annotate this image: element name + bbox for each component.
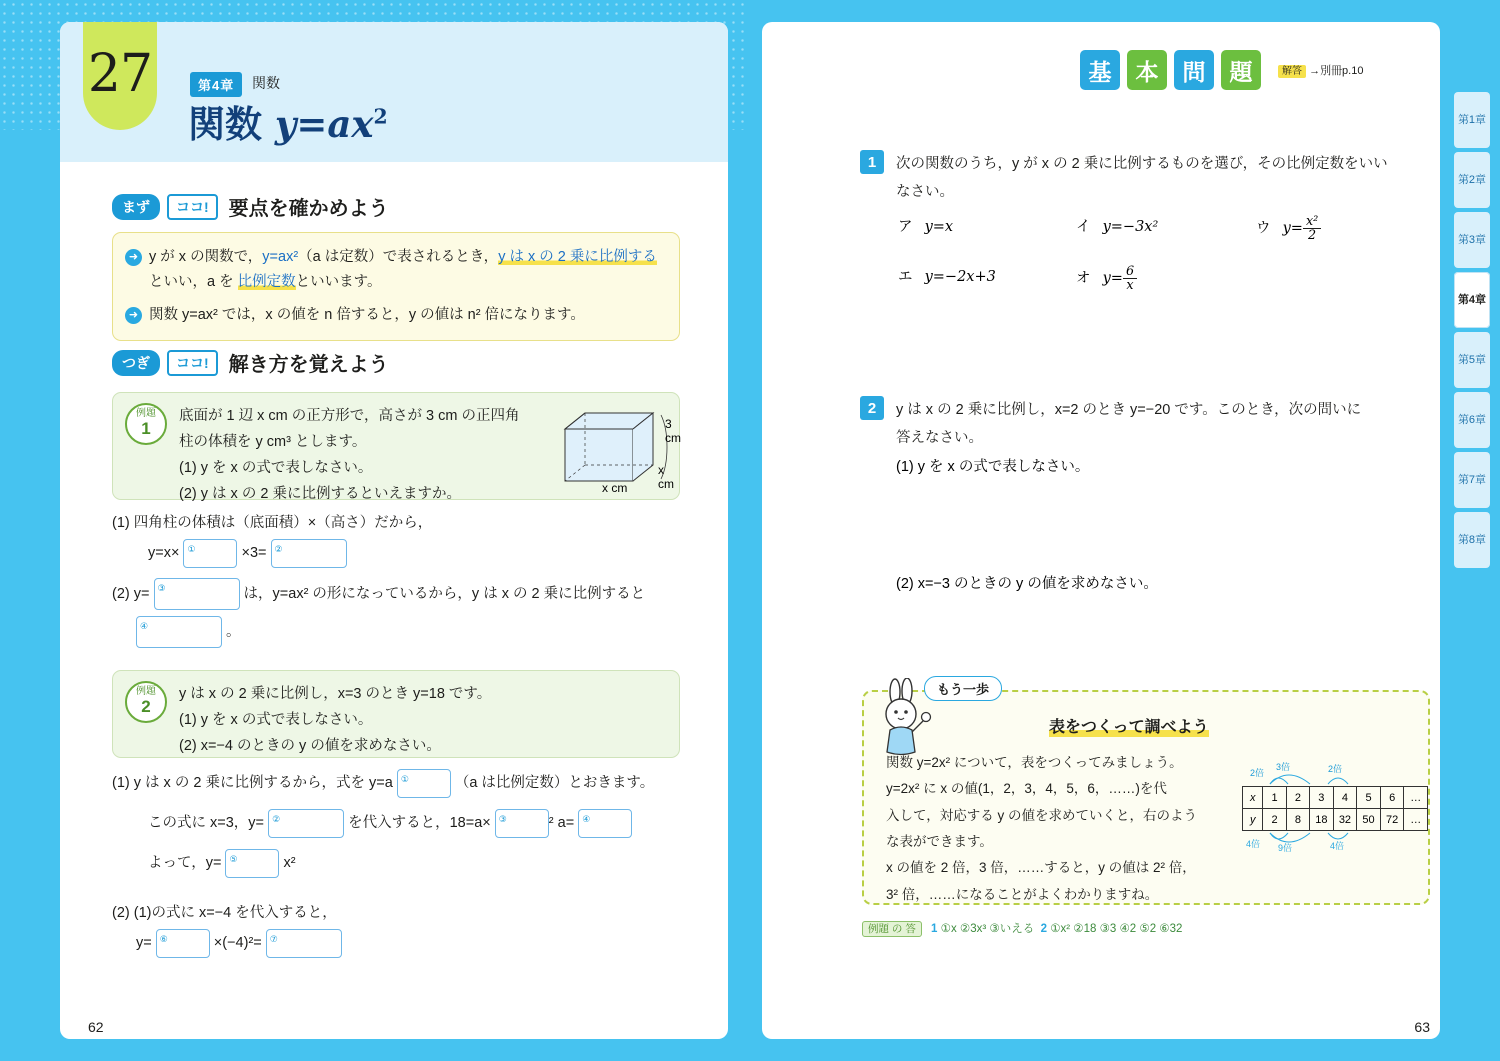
choice-d xyxy=(898,265,1076,293)
left-page-number: 62 xyxy=(88,1019,104,1035)
cell-x-7: … xyxy=(1404,787,1428,809)
chapter-tab-1-label: 第1章 xyxy=(1457,113,1487,126)
cell-y-7: … xyxy=(1404,809,1428,831)
table-row xyxy=(1243,809,1428,831)
ann-top-mid: 3倍 xyxy=(1276,762,1291,772)
choice-b xyxy=(1076,215,1256,243)
choice-d-mark: エ xyxy=(898,268,913,285)
answer-blank-4[interactable] xyxy=(136,616,222,648)
example-2-number: 2 xyxy=(141,696,151,716)
blank-mark: ⑥ xyxy=(159,933,168,944)
blank-mark: ① xyxy=(187,543,196,554)
blank-mark: ⑤ xyxy=(229,853,238,864)
kp1g: といいます。 xyxy=(295,274,382,291)
arrow-icon: ➜ xyxy=(125,249,142,266)
work2-l2-pre: この式に x=3，y= xyxy=(148,815,265,831)
cell-y-1: 2 xyxy=(1263,809,1286,831)
answers-set1-number: 1 xyxy=(931,923,938,935)
section1-pill2: ココ! xyxy=(167,194,218,220)
work2-l1-pre: (1) y は x の 2 乗に比例するから，式を y=a xyxy=(112,775,393,791)
work2-l3-pre: よって，y= xyxy=(148,855,222,871)
work1-l3-pre: (2) y= xyxy=(112,585,150,602)
work1-line1: (1) 四角柱の体積は（底面積）×（高さ）だから， xyxy=(112,515,433,531)
page-title-formula: y=ax xyxy=(274,102,374,146)
example-2-q1: (1) y を x の式で表しなさい。 xyxy=(179,712,373,729)
choice-e-mark: オ xyxy=(1076,270,1091,287)
work2-l5-mid: ×(−4)²= xyxy=(213,935,262,951)
chapter-badge: 第4章 xyxy=(190,72,242,97)
example-1-badge xyxy=(125,403,167,445)
choice-e-fraction xyxy=(1123,265,1137,293)
cell-x-4: 4 xyxy=(1333,787,1357,809)
answer-blank-6[interactable] xyxy=(268,809,344,838)
cell-y-3: 18 xyxy=(1310,809,1334,831)
mou-table-wrap xyxy=(1242,762,1428,855)
choice-e-pre: y= xyxy=(1102,270,1123,287)
answers-set1: ①x ②3x³ ③いえる xyxy=(940,923,1035,935)
work2-line4: (2) (1)の式に x=−4 を代入すると， xyxy=(112,905,337,921)
kihon-answer-ref xyxy=(1278,62,1363,78)
chapter-tab-list xyxy=(1454,92,1490,572)
cell-x-2: 2 xyxy=(1286,787,1309,809)
unit-number-tab xyxy=(83,22,157,130)
section2-title: 解き方を覚えよう xyxy=(228,354,389,376)
choice-a-mark: ア xyxy=(898,219,913,235)
example-2-q2: (2) x=−4 のときの y の値を求めなさい。 xyxy=(179,738,441,755)
question-1-line2: なさい。 xyxy=(896,184,954,201)
section2-pill2: ココ! xyxy=(167,350,218,376)
example-1-q2: (2) y は x の 2 乗に比例するといえますか。 xyxy=(179,486,461,503)
table-head-x: x xyxy=(1243,787,1263,809)
chapter-tab-6[interactable] xyxy=(1454,392,1490,448)
blank-mark: ④ xyxy=(582,813,591,824)
example-1-box xyxy=(112,392,681,503)
chapter-tab-5-label: 第5章 xyxy=(1457,353,1487,366)
chapter-name: 関数 xyxy=(252,75,280,91)
choice-c xyxy=(1256,215,1321,243)
choice-c-pre: y= xyxy=(1282,220,1303,237)
blank-mark: ③ xyxy=(157,583,166,593)
mou-table-top-annotations xyxy=(1242,762,1428,786)
choice-c-den: 2 xyxy=(1308,228,1317,244)
arrow-icon: ➜ xyxy=(125,307,142,324)
answers-set2: ①x² ②18 ③3 ④2 ⑤2 ⑥32 xyxy=(1050,923,1183,935)
example-1-q1: (1) y を x の式で表しなさい。 xyxy=(179,460,373,477)
blank-mark: ③ xyxy=(498,813,507,824)
mou-line-5: x の値を 2 倍，3 倍，……すると，y の値は 2² 倍， xyxy=(886,860,1196,876)
answer-blank-9[interactable] xyxy=(225,849,279,878)
mou-ippo-badge: もう一歩 xyxy=(924,676,1002,701)
mou-table-bottom-annotations xyxy=(1242,831,1428,855)
section-heading-2 xyxy=(112,348,389,377)
left-header-band xyxy=(60,22,728,162)
kp1f: 比例定数 xyxy=(237,274,296,291)
question-2-number: 2 xyxy=(860,396,884,420)
ann-bot-left: 4倍 xyxy=(1246,839,1261,849)
question-2 xyxy=(860,396,1426,453)
choice-e-den: x xyxy=(1126,278,1134,294)
cell-y-6: 72 xyxy=(1380,809,1404,831)
cube-width-label-2: x cm xyxy=(658,463,674,491)
kihon-answer-label: 解答 xyxy=(1278,65,1306,78)
cell-y-4: 32 xyxy=(1333,809,1357,831)
example-answers xyxy=(862,920,1182,936)
question-2-line1: y は x の 2 乗に比例し，x=2 のとき y=−20 です。このとき，次の問いに xyxy=(896,402,1362,418)
blank-mark: ① xyxy=(400,773,409,784)
work1-l2-pre: y=x× xyxy=(148,545,180,561)
page-title xyxy=(188,94,388,148)
question-1-line1: 次の関数のうち，y が x の 2 乗に比例するものを選び，その比例定数をいい xyxy=(896,156,1388,172)
key-point-1 xyxy=(125,245,665,296)
cube-height-label: 3 cm xyxy=(665,417,681,445)
page-title-exponent: 2 xyxy=(373,104,388,129)
work2-l2-post: a= xyxy=(557,815,575,831)
mou-line-2: y=2x² に x の値(1，2，3，4，5，6，……)を代 xyxy=(886,781,1167,797)
answer-blank-1[interactable] xyxy=(183,539,237,568)
work2-line5 xyxy=(136,928,342,960)
work2-l1-post: （a は比例定数）とおきます。 xyxy=(454,775,655,791)
choice-b-mark: イ xyxy=(1076,219,1091,235)
section2-pill: つぎ xyxy=(112,350,160,376)
example-2-text xyxy=(179,681,667,759)
work2-line3 xyxy=(148,848,296,880)
example-1-label: 例題 xyxy=(136,408,156,419)
section1-title: 要点を確かめよう xyxy=(228,198,389,220)
example-2-line1: y は x の 2 乗に比例し，x=3 のとき y=18 です。 xyxy=(179,686,492,702)
ann-top-right: 2倍 xyxy=(1328,764,1343,774)
cell-y-5: 50 xyxy=(1357,809,1381,831)
choice-c-fraction xyxy=(1303,215,1321,243)
work2-line1 xyxy=(112,768,654,800)
kihon-mondai-heading xyxy=(1080,50,1363,90)
cell-y-2: 8 xyxy=(1286,809,1309,831)
question-2-sub2: (2) x=−3 のときの y の値を求めなさい。 xyxy=(896,576,1158,592)
chapter-tab-5[interactable] xyxy=(1454,332,1490,388)
work1-l3-post: は，y=ax² の形になっているから，y は x の 2 乗に比例すると xyxy=(243,585,646,602)
key-points-box xyxy=(112,232,680,341)
ann-top-left: 2倍 xyxy=(1250,768,1265,778)
cell-x-1: 1 xyxy=(1263,787,1286,809)
ann-bot-right: 4倍 xyxy=(1330,841,1345,851)
chapter-tab-2[interactable] xyxy=(1454,152,1490,208)
chapter-tab-2-label: 第2章 xyxy=(1457,173,1487,186)
kihon-char-2: 本 xyxy=(1127,50,1167,90)
section1-pill: まず xyxy=(112,194,160,220)
mou-line-3: 入して，対応する y の値を求めていくと，右のよう xyxy=(886,807,1197,823)
work2-line2 xyxy=(148,808,632,840)
mou-ippo-body xyxy=(886,750,1216,908)
kp1d: y は x の 2 乗に比例する xyxy=(498,249,657,265)
choice-a xyxy=(898,215,1076,243)
answer-blank-11[interactable] xyxy=(266,929,342,958)
key-point-2-text: 関数 y=ax² では，x の値を n 倍すると，y の値は n² 倍になります。 xyxy=(149,306,585,323)
example-2-box xyxy=(112,670,680,758)
answer-blank-3[interactable] xyxy=(154,578,240,610)
choice-c-mark: ウ xyxy=(1256,220,1271,237)
kihon-char-3: 問 xyxy=(1174,50,1214,90)
answer-blank-5[interactable] xyxy=(397,769,451,798)
kp1b: y=ax² xyxy=(262,249,299,265)
kp1e: といい，a を xyxy=(149,274,238,291)
blank-mark: ② xyxy=(272,813,281,824)
mou-line-6: 3² 倍，……になることがよくわかりますね。 xyxy=(886,886,1159,902)
right-page-number: 63 xyxy=(1414,1019,1430,1035)
section-heading-1 xyxy=(112,192,389,221)
key-point-2 xyxy=(125,303,665,328)
mou-line-4: な表ができます。 xyxy=(886,833,993,849)
kp1a: y が x の関数で， xyxy=(149,249,263,265)
mou-ippo-box xyxy=(862,682,1430,905)
work1-line4 xyxy=(136,616,241,649)
cube-width-label-1: x cm xyxy=(602,481,628,495)
question-2-text xyxy=(896,396,1426,453)
chapter-tab-4-label: 第4章 xyxy=(1457,293,1487,306)
question-1 xyxy=(860,150,1416,207)
work2-l2-mid: を代入すると，18=a× xyxy=(348,815,491,831)
question-1-choices xyxy=(898,215,1428,293)
example-2-badge xyxy=(125,681,167,723)
table-row xyxy=(1243,787,1428,809)
answers-label: 例題 の 答 xyxy=(862,921,922,937)
kihon-char-1: 基 xyxy=(1080,50,1120,90)
example-1-number: 1 xyxy=(141,418,151,438)
ann-bot-mid: 9倍 xyxy=(1278,843,1293,853)
chapter-tab-7-label: 第7章 xyxy=(1457,473,1487,486)
choice-d-expr: y=−2x+3 xyxy=(924,268,996,285)
question-1-number: 1 xyxy=(860,150,884,174)
chapter-tab-8[interactable] xyxy=(1454,512,1490,568)
choice-row-2 xyxy=(898,265,1428,293)
choice-row-1 xyxy=(898,215,1428,243)
key-point-1-text xyxy=(149,245,665,296)
mou-line-1: 関数 y=2x² について，表をつくってみましょう。 xyxy=(886,755,1183,770)
chapter-tab-8-label: 第8章 xyxy=(1457,533,1487,546)
chapter-tab-1[interactable] xyxy=(1454,92,1490,148)
kihon-answer-page: →別冊p.10 xyxy=(1309,65,1364,77)
blank-mark: ④ xyxy=(140,621,149,631)
arc-arrows-bottom-icon xyxy=(1242,831,1392,855)
work1-l2-mid: ×3= xyxy=(241,545,267,561)
question-2-line2: 答えなさい。 xyxy=(896,430,983,447)
chapter-tab-3-label: 第3章 xyxy=(1457,233,1487,246)
kihon-char-4: 題 xyxy=(1221,50,1261,90)
cell-x-6: 6 xyxy=(1380,787,1404,809)
blank-mark: ② xyxy=(274,543,283,554)
work2-l5-pre: y= xyxy=(136,935,152,951)
example-2-label: 例題 xyxy=(136,686,156,697)
choice-e xyxy=(1076,265,1137,293)
answer-blank-7[interactable] xyxy=(495,809,549,838)
cell-x-3: 3 xyxy=(1310,787,1334,809)
chapter-tab-6-label: 第6章 xyxy=(1457,413,1487,426)
table-head-y: y xyxy=(1243,809,1263,831)
arc-arrows-top-icon xyxy=(1242,762,1392,786)
work2-l3-post: x² xyxy=(283,855,296,871)
page-title-word: 関数 xyxy=(188,102,275,146)
cell-x-5: 5 xyxy=(1357,787,1381,809)
answers-set2-number: 2 xyxy=(1040,923,1047,935)
work1-l4-post: 。 xyxy=(226,623,241,640)
chapter-tab-3[interactable] xyxy=(1454,212,1490,268)
example-1-line1: 底面が 1 辺 x cm の正方形で，高さが 3 cm の正四角 xyxy=(179,408,520,424)
right-page xyxy=(750,0,1500,1061)
chapter-tab-7[interactable] xyxy=(1454,452,1490,508)
kp1c: （a は定数）で表されるとき， xyxy=(298,249,499,265)
blank-mark: ⑦ xyxy=(269,933,278,944)
mou-ippo-title: 表をつくって調べよう xyxy=(1049,714,1209,737)
answer-blank-8[interactable] xyxy=(578,809,632,838)
choice-b-expr: y=−3x² xyxy=(1102,219,1159,235)
question-1-text xyxy=(896,150,1416,207)
choice-e-num: 6 xyxy=(1123,265,1137,279)
answer-blank-10[interactable] xyxy=(156,929,210,958)
choice-c-num: x² xyxy=(1303,215,1321,229)
work1-line2 xyxy=(148,538,347,570)
chapter-tab-4[interactable] xyxy=(1454,272,1490,328)
question-2-sub1: (1) y を x の式で表しなさい。 xyxy=(896,459,1090,475)
answer-blank-2[interactable] xyxy=(271,539,347,568)
example-1-line2: 柱の体積を y cm³ とします。 xyxy=(179,434,367,451)
work2-l2-mid2: ² xyxy=(548,815,554,831)
work1-line3 xyxy=(112,578,645,611)
unit-number: 27 xyxy=(87,44,153,104)
choice-a-expr: y=x xyxy=(924,219,954,235)
mou-table xyxy=(1242,786,1428,831)
